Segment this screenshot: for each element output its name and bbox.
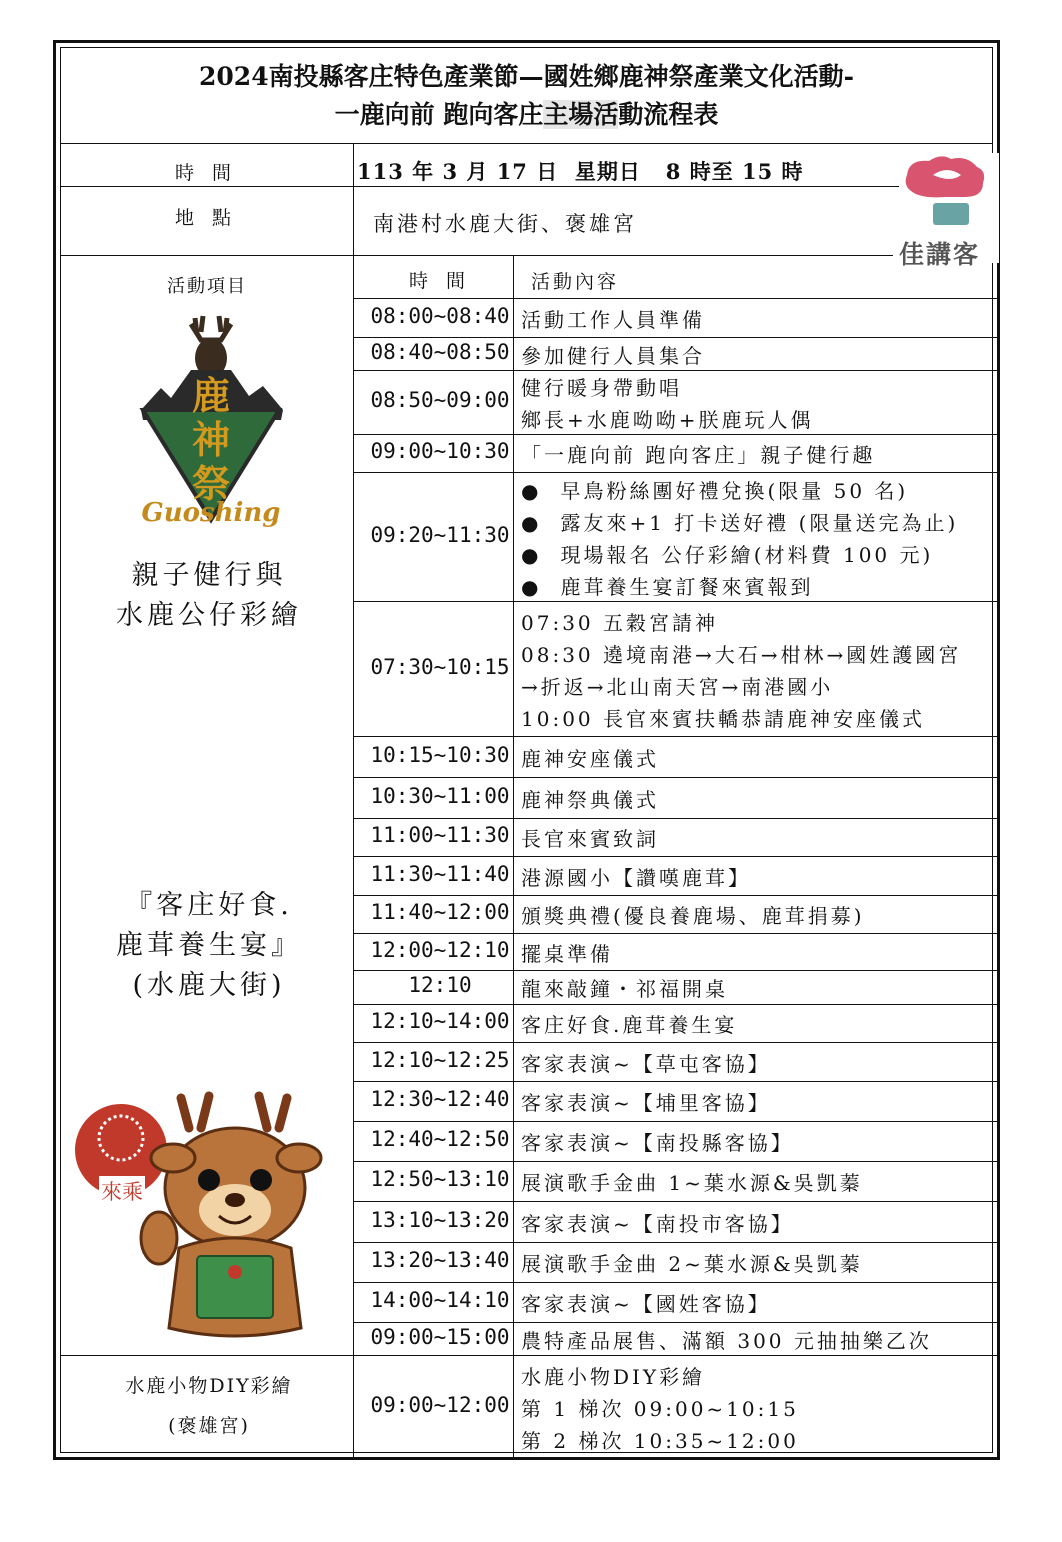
content-line: 07:30 五穀宮請神: [521, 610, 718, 635]
row-divider: [353, 818, 998, 819]
row-content: [521, 607, 1001, 735]
row-content: [521, 973, 1001, 1005]
row-content: [521, 823, 1001, 855]
row-divider: [353, 1121, 998, 1122]
row-content: [521, 439, 1001, 471]
row-content: [521, 1127, 1001, 1159]
divider: [61, 255, 893, 256]
row-time: 13:10~13:20: [370, 1207, 510, 1232]
divider: [353, 298, 998, 299]
section-3-line-1: 水鹿小物DIY彩繪: [125, 1375, 293, 1397]
title-line-2a: 一鹿向前 跑向客庄: [334, 100, 544, 129]
row-time: 10:30~11:00: [370, 783, 510, 808]
content-line: 10:00 長官來賓扶轎恭請鹿神安座儀式: [521, 706, 925, 731]
row-time: 11:40~12:00: [370, 900, 510, 924]
row-content: [521, 1208, 1001, 1240]
content-line: 港源國小【讚嘆鹿茸】: [521, 865, 751, 890]
col-content-header: 活動內容: [531, 271, 620, 293]
title-line-2: [61, 96, 992, 134]
time-label: 時 間: [174, 162, 238, 184]
content-line: 鹿神安座儀式: [521, 746, 659, 771]
bullet-item: ● 現場報名 公仔彩繪(材料費 100 元): [521, 539, 1001, 571]
content-line: 參加健行人員集合: [521, 343, 705, 368]
deer-mascot-icon: [69, 1088, 353, 1350]
bullet-item: ● 鹿茸養生宴訂餐來賓報到: [521, 571, 1001, 603]
content-line: 健行暖身帶動唱: [521, 376, 682, 400]
content-line: 鹿神祭典儀式: [521, 787, 659, 812]
content-line: 龍來敲鐘・祁福開桌: [521, 977, 728, 1001]
row-divider: [353, 1161, 998, 1162]
section-1-line-2: 水鹿公仔彩繪: [116, 600, 302, 631]
section-3-label: [61, 1366, 357, 1446]
row-divider: [353, 1004, 998, 1005]
row-divider: [353, 337, 998, 338]
col-activity-header: 活動項目: [167, 276, 247, 297]
row-divider: [353, 370, 998, 371]
row-divider: [353, 601, 998, 602]
content-line: 「一鹿向前 跑向客庄」親子健行趣: [521, 443, 876, 467]
bullet-item: ● 早鳥粉絲團好禮兌換(限量 50 名): [521, 475, 1001, 507]
content-line: 客家表演~【南投縣客協】: [521, 1131, 794, 1155]
content-line: 展演歌手金曲 1~葉水源&吳凱蓁: [521, 1171, 863, 1195]
divider: [61, 186, 899, 187]
row-time: 08:00~08:40: [370, 303, 510, 328]
place-value: 南港村水鹿大街、褒雄宮: [373, 212, 637, 236]
row-divider: [353, 970, 998, 971]
row-time: 09:00~10:30: [370, 439, 510, 463]
section-2-line-1: 『客庄好食.: [125, 890, 293, 921]
section-2-line-3: (水鹿大街): [132, 970, 286, 1001]
content-line: 水鹿小物DIY彩繪: [521, 1364, 706, 1389]
row-divider: [353, 856, 998, 857]
row-time: 07:30~10:15: [370, 654, 510, 679]
row-time: 11:00~11:30: [370, 823, 510, 847]
row-divider: [353, 1355, 998, 1356]
row-divider: [353, 434, 998, 435]
title-line-2c: 動流程表: [618, 100, 719, 129]
content-line: 客家表演~【南投市客協】: [521, 1211, 794, 1236]
row-content: [521, 784, 1001, 816]
row-time: 08:50~09:00: [370, 388, 510, 412]
content-line: 長官來賓致詞: [521, 827, 659, 851]
row-content: [521, 743, 1001, 775]
row-content: [521, 304, 1001, 336]
row-time: 08:40~08:50: [370, 339, 510, 364]
row-divider: [353, 1282, 998, 1283]
row-content: [521, 340, 1001, 372]
row-content: [521, 1167, 1001, 1199]
content-line: 08:30 遶境南港→大石→柑林→國姓護國宮: [521, 642, 962, 667]
content-line: 擺桌準備: [521, 941, 613, 966]
content-line: 客家表演~【埔里客協】: [521, 1091, 771, 1115]
row-content: [521, 475, 1001, 603]
row-divider: [353, 777, 998, 778]
deer-mascot-image: [69, 1088, 353, 1350]
content-line: 農特產品展售、滿額 300 元抽抽樂乙次: [521, 1328, 932, 1353]
section-2-line-2: 鹿茸養生宴』: [116, 930, 302, 961]
hakka-logo: [899, 153, 999, 269]
row-divider: [353, 1322, 998, 1323]
content-line: →折返→北山南天宮→南港國小: [521, 674, 834, 699]
row-content: [521, 1325, 1001, 1357]
column-divider: [353, 144, 354, 1457]
section-2-label: [61, 886, 357, 1006]
content-line: 第 1 梯次 09:00~10:15: [521, 1396, 799, 1421]
section-3-line-2: (褒雄宮): [168, 1415, 250, 1437]
row-divider: [353, 1242, 998, 1243]
row-content: [521, 1087, 1001, 1119]
row-content: [521, 1009, 1001, 1041]
row-content: [521, 1288, 1001, 1320]
row-time: 09:00~15:00: [370, 1324, 510, 1349]
page-title: [61, 48, 992, 144]
content-line: 頒獎典禮(優良養鹿場、鹿茸捐募): [521, 904, 865, 928]
row-time: 12:10~14:00: [370, 1009, 510, 1033]
row-time: 09:20~11:30: [370, 522, 510, 547]
row-time: 12:40~12:50: [370, 1127, 510, 1151]
row-divider: [353, 1042, 998, 1043]
row-time: 10:15~10:30: [370, 742, 510, 767]
content-line: 第 2 梯次 10:35~12:00: [521, 1428, 799, 1453]
row-time: 14:00~14:10: [370, 1288, 510, 1312]
row-time: 12:50~13:10: [370, 1167, 510, 1191]
content-line: 活動工作人員準備: [521, 307, 705, 332]
logo-char-1: 鹿: [191, 374, 230, 418]
row-time: 12:30~12:40: [370, 1087, 510, 1111]
title-line-2b: 主場活: [543, 100, 619, 129]
content-line: 客庄好食.鹿茸養生宴: [521, 1013, 738, 1037]
laicheng-logo-text: 來乘: [99, 1176, 145, 1206]
row-divider: [353, 472, 998, 473]
row-content: [521, 1248, 1001, 1280]
content-line: 展演歌手金曲 2~葉水源&吳凱蓁: [521, 1252, 863, 1276]
content-line: 客家表演~【草屯客協】: [521, 1051, 771, 1076]
row-content: [521, 900, 1001, 932]
content-line: 客家表演~【國姓客協】: [521, 1292, 771, 1316]
row-divider: [353, 933, 998, 934]
row-divider: [353, 736, 998, 737]
row-divider: [353, 1081, 998, 1082]
row-time: 13:20~13:40: [370, 1248, 510, 1272]
col-time-header: 時 間: [408, 270, 472, 292]
row-time: 12:10: [408, 973, 472, 997]
hakka-logo-icon: [899, 153, 999, 233]
row-time: 09:00~12:00: [370, 1392, 510, 1417]
row-time: 11:30~11:40: [370, 861, 510, 886]
schedule-frame: [53, 40, 1000, 1460]
row-content: [521, 938, 1001, 970]
logo-char-2: 神: [191, 418, 230, 462]
title-line-1: 2024南投縣客庄特色產業節—國姓鄉鹿神祭產業文化活動-: [199, 62, 854, 91]
row-divider: [353, 1201, 998, 1202]
logo-char-3: 祭: [191, 462, 230, 506]
time-value: 113 年 3 月 17 日 星期日 8 時至 15 時: [357, 159, 804, 184]
place-label: 地 點: [174, 207, 238, 229]
row-divider: [353, 895, 998, 896]
deer-god-festival-logo: [131, 310, 291, 540]
bullet-item: ● 露友來+1 打卡送好禮 (限量送完為止): [521, 507, 1001, 539]
divider: [61, 1355, 353, 1356]
row-time: 12:10~12:25: [370, 1047, 510, 1072]
content-line: 鄉長+水鹿呦呦+朕鹿玩人偶: [521, 408, 814, 432]
logo-script: Guoshing: [141, 498, 281, 528]
row-content: [521, 862, 1001, 894]
row-content: [521, 1048, 1001, 1080]
hakka-logo-text: 佳講客: [899, 240, 981, 269]
section-1-label: [61, 556, 357, 636]
section-1-line-1: 親子健行與: [131, 560, 287, 591]
row-time: 12:00~12:10: [370, 937, 510, 962]
schedule-table: [60, 47, 993, 1453]
row-content: [521, 372, 1001, 436]
row-content: [521, 1361, 1001, 1457]
